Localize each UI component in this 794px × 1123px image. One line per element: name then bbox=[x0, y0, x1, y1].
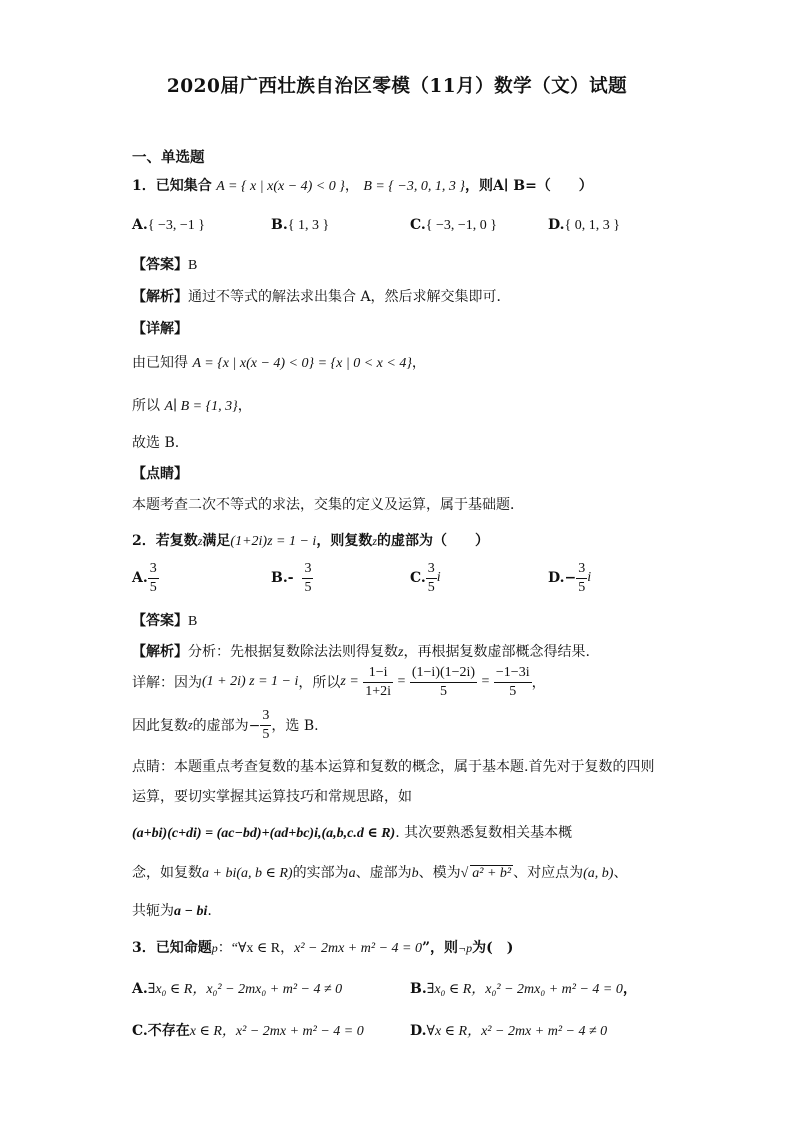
fraction: $\frac{3}{5}$ bbox=[149, 561, 157, 595]
q2-option-d[interactable]: D.− $\frac{3}{5}$ i bbox=[548, 561, 592, 595]
q1-detail-2: 所以 A∣ B = {1, 3}， bbox=[132, 398, 252, 414]
q2-answer: 【答案】B bbox=[132, 613, 198, 629]
q1-detail-1: 由已知得 A = {x | x(x − 4) < 0} = {x | 0 < x < 4}， bbox=[132, 355, 426, 371]
q2-comment-line-2: 运算，要切实掌握其运算技巧和常规思路，如 bbox=[132, 789, 412, 805]
question-1-stem: 1．已知集合 A = { x | x(x − 4) < 0 }， B = { −3, 0, 1, 3 }，则A∣ B=（ ） bbox=[132, 178, 593, 194]
fraction: $\frac{3}{5}$ bbox=[304, 561, 312, 595]
q2-option-c[interactable]: C. $\frac{3}{5}$ i bbox=[410, 561, 441, 595]
q1-suffix: ，则A∣ B=（ ） bbox=[464, 178, 593, 194]
q1-set-b: B = { −3, 0, 1, 3 } bbox=[363, 179, 465, 194]
question-2-stem: 2．若复数z满足(1+2i)z = 1 − i，则复数z的虚部为（ ） bbox=[132, 533, 489, 549]
q1-detail-tag: 【详解】 bbox=[132, 321, 188, 337]
q1-option-d[interactable]: D.{ 0, 1, 3 } bbox=[548, 217, 620, 233]
q1-analysis: 【解析】通过不等式的解法求出集合 A，然后求解交集即可． bbox=[132, 289, 511, 305]
q3-option-b[interactable]: B.∃x₀ ∈ R，x₀² − 2mx₀ + m² − 4 = 0， bbox=[410, 981, 637, 997]
q2-comment-line-4: 念，如复数a + bi(a, b ∈ R)的实部为a、虚部为b、模为√ a² + b² 、对应点为(a, b)、 bbox=[132, 865, 628, 881]
fraction: $\frac{3}{5}$ bbox=[427, 561, 435, 595]
q1-option-a[interactable]: A.{ −3, −1 } bbox=[132, 217, 205, 233]
q1-comment: 本题考查二次不等式的求法，交集的定义及运算，属于基础题． bbox=[132, 497, 524, 513]
q2-comment-line-3: (a+bi)(c+di) = (ac−bd)+(ad+bc)i,(a,b,c.d ∈ R). 其次要熟悉复数相关基本概 bbox=[132, 825, 573, 841]
q1-comment-tag: 【点睛】 bbox=[132, 466, 188, 482]
q2-option-a[interactable]: A. $\frac{3}{5}$ bbox=[132, 561, 157, 595]
q2-analysis: 【解析】分析：先根据复数除法法则得复数z，再根据复数虚部概念得结果. bbox=[132, 644, 590, 660]
q1-prefix: 1．已知集合 bbox=[132, 178, 212, 194]
question-3-stem: 3．已知命题p：“∀x ∈ R，x² − 2mx + m² − 4 = 0”，则¬p为( ) bbox=[132, 940, 514, 956]
q2-comment-line-1: 点睛：本题重点考查复数的基本运算和复数的概念，属于基本题.首先对于复数的四则 bbox=[132, 759, 655, 775]
sqrt-expression: a² + b² bbox=[472, 866, 512, 881]
fraction: $\frac{3}{5}$ bbox=[262, 708, 270, 742]
q1-answer: 【答案】B bbox=[132, 257, 198, 273]
fraction: $\frac{1-i}{1+2i}$ bbox=[365, 665, 392, 699]
fraction: $\frac{3}{5}$ bbox=[578, 561, 586, 595]
q2-detail: 详解：因为(1 + 2i) z = 1 − i，所以z = $\frac{1-i}{1+2i}$ = $\frac{(1-i)(1-2i)}{5}$ = $\frac{-1-3i}{5}$ ， bbox=[132, 665, 546, 699]
page-title: 2020届广西壮族自治区零模（11月）数学（文）试题 bbox=[166, 76, 628, 97]
q1-set-a: A = { x | x(x − 4) < 0 } bbox=[216, 179, 345, 194]
fraction: $\frac{-1-3i}{5}$ bbox=[495, 665, 530, 699]
q2-conclusion: 因此复数z的虚部为− $\frac{3}{5}$ ，选 B. bbox=[132, 708, 319, 742]
q3-option-d[interactable]: D.∀x ∈ R，x² − 2mx + m² − 4 ≠ 0 bbox=[410, 1023, 608, 1039]
fraction: $\frac{(1-i)(1-2i)}{5}$ bbox=[411, 665, 476, 699]
q1-detail-3: 故选 B. bbox=[132, 435, 180, 451]
q2-comment-line-5: 共轭为a − bi. bbox=[132, 903, 212, 919]
q3-option-c[interactable]: C.不存在x ∈ R，x² − 2mx + m² − 4 = 0 bbox=[132, 1023, 364, 1039]
q3-option-a[interactable]: A.∃x₀ ∈ R，x₀² − 2mx₀ + m² − 4 ≠ 0 bbox=[132, 981, 343, 997]
section-heading: 一、单选题 bbox=[132, 149, 205, 166]
q1-option-b[interactable]: B.{ 1, 3 } bbox=[271, 217, 330, 233]
q2-option-b[interactable]: B.- $\frac{3}{5}$ bbox=[271, 561, 312, 595]
q1-option-c[interactable]: C.{ −3, −1, 0 } bbox=[410, 217, 498, 233]
